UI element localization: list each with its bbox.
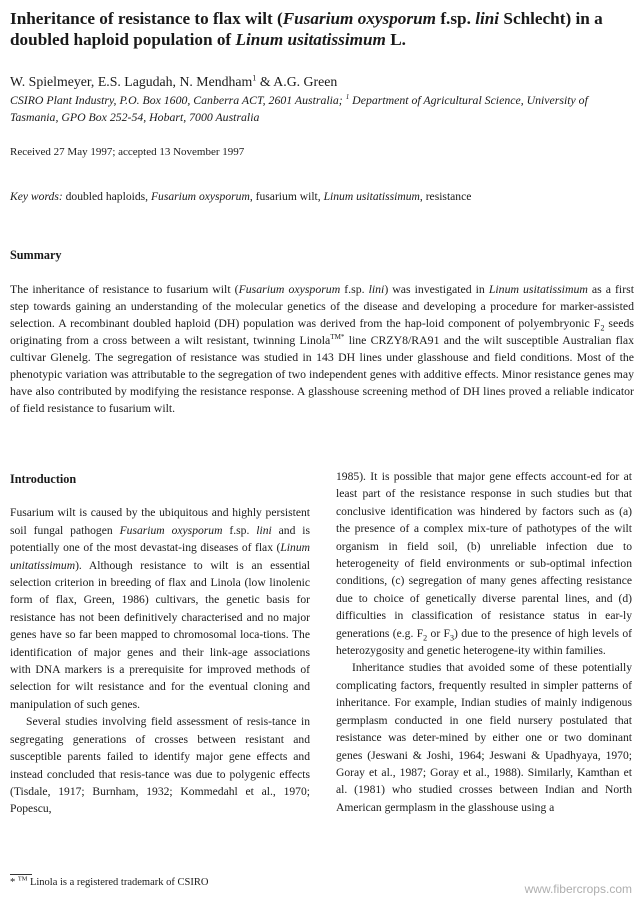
- watermark: www.fibercrops.com: [524, 882, 632, 896]
- author-list: W. Spielmeyer, E.S. Lagudah, N. Mendham$^1$ & A.G. Green: [10, 73, 338, 89]
- intro-paragraph-3: 1985). It is possible that major gene effects account-ed for at least part of the resistance response in such studies but that conclusive identification was hindered by factors such as (a) the presence of a complex mix-ture of pathotypes of the wilt organism in field soil, (b) unreliable infection due to heterogeneity of field environments or sub-optimal infection conditions, (c) segregation of many genes affecting resistance due to choice of genetically diverse parental lines, and (d) difficulties in classification of resistance status in ear-ly generations (e.g. $F_2$ or $F_3$) due to the presence of high levels of heterozygosity and genetic heterogene-ity within families.: [336, 470, 632, 658]
- affiliations: CSIRO Plant Industry, P.O. Box 1600, Canberra ACT, 2601 Australia; $^1$ Department of Agricultural Science, University of Tasmania, GPO Box 252-54, Hobart, 7000 Australia: [10, 93, 588, 124]
- footnote: * ™ Linola is a registered trademark of CSIRO: [10, 875, 209, 888]
- right-column: [336, 468, 632, 816]
- paper-title: Inheritance of resistance to flax wilt (Fusarium oxysporum f.sp. lini Schlecht) in a doubled haploid population of Linum usitatissimum L.: [10, 9, 603, 49]
- paper-page: [10, 0, 634, 900]
- intro-paragraph-1: Fusarium wilt is caused by the ubiquitous and highly persistent soil fungal pathogen Fusarium oxysporum f.sp. lini and is potentially one of the most devastat-ing diseases of flax (Linum unitatissimum). Although resistance to wilt is an essential selection criterion in breeding of flax and Linola (low linolenic form of flax, Green, 1986) cultivars, the genetic basis for resistance has not been definitively characterised and no major genes have so far been mapped to chromosomal loca-tions. The identification of major genes and their link-age associations with DNA markers is a prerequisite for improved methods of selection for wilt resistance and for the eventual cloning and manipulation of such genes.: [10, 506, 310, 711]
- received-date: Received 27 May 1997; accepted 13 November 1997: [10, 146, 245, 158]
- intro-paragraph-4: Inheritance studies that avoided some of these potentially complicating factors, frequently resulted in simpler patterns of inheritance. For example, Indian studies of mainly indigenous germplasm conducted in one field nursery postulated that resistance was deter-mined by either one or two dominant genes (Jeswani & Joshi, 1964; Jeswani & Upadhyaya, 1970; Goray et al., 1987; Goray et al., 1988). Similarly, Kamthan et al. (1981) who studied crosses between Indian and North American germplasm in the glasshouse using a: [336, 661, 632, 814]
- keywords-label: Key words:: [10, 190, 63, 203]
- introduction-heading: Introduction: [10, 472, 77, 486]
- summary-heading: Summary: [10, 248, 62, 262]
- keywords: Key words: doubled haploids, Fusarium oxysporum, fusarium wilt, Linum usitatissimum, resistance: [10, 190, 472, 203]
- left-column: [10, 471, 310, 818]
- intro-paragraph-2: Several studies involving field assessment of resis-tance in segregating generations of crosses between resistant and susceptible parents failed to identify major gene effects and instead concluded that resis-tance was due to polygenic effects (Tisdale, 1917; Burnham, 1932; Kommedahl et al., 1970; Popescu,: [10, 715, 310, 816]
- summary-abstract: The inheritance of resistance to fusarium wilt (Fusarium oxysporum f.sp. lini) was investigated in Linum usitatissimum as a first step towards gaining an understanding of the molecular genetics of the disease and developing a procedure for marker-assisted selection. A recombinant doubled haploid (DH) population was derived from the hap-loid component of polyembryonic $F_2$ seeds originating from a cross between a wilt resistant, twinning Linola$^{TM*}$ line CRZY8/RA91 and the wilt susceptible Australian flax cultivar Glenelg. The segregation of resistance was studied in 143 DH lines under glasshouse and field conditions. Most of the phenotypic variation was attributable to the segregation of two independent genes with additive effects. Minor resistance genes may have also contributed by modifying the resistance response. A glasshouse screening method of DH lines proved a reliable indicator of field resistance to fusarium wilt.: [10, 282, 634, 415]
